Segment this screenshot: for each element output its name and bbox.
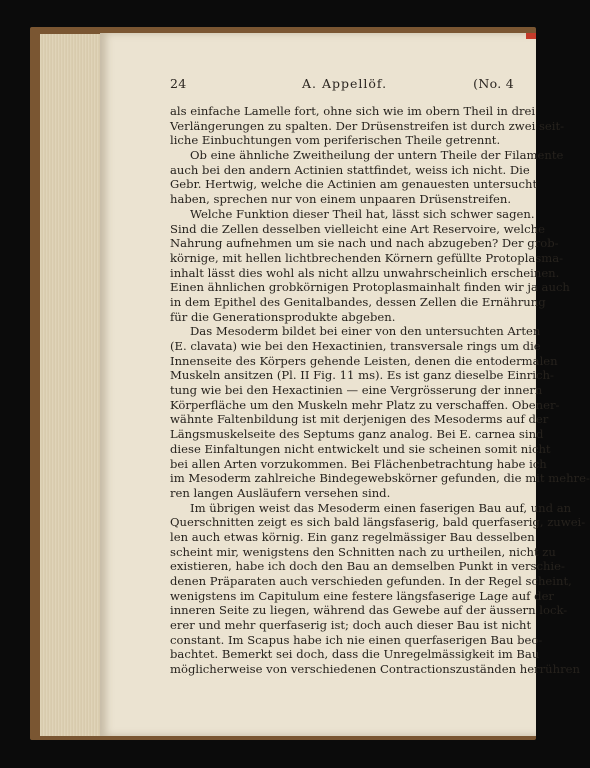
text-line: Längsmuskelseite des Septums ganz analog. Bei E. carnea sind [170, 427, 544, 442]
text-line: inhalt lässt dies wohl als nicht allzu unwahrscheinlich erscheinen. [170, 265, 560, 280]
text-line: Körperfläche um den Muskeln mehr Platz zu verschaffen. Obener- [170, 397, 560, 412]
running-title: A. Appellöf. [302, 76, 388, 91]
text-line: tung wie bei den Hexactinien — eine Vergrösserung der innern [170, 383, 543, 398]
page-edges [40, 34, 106, 736]
issue-number: (No. 4 [473, 76, 514, 91]
text-line: haben, sprechen nur von einem unpaaren Drüsenstreifen. [170, 192, 512, 207]
text-line: liche Einbuchtungen vom periferischen Theile getrennt. [170, 133, 501, 148]
text-line: auch bei den andern Actinien stattfindet, weiss ich nicht. Die [170, 162, 530, 177]
text-line: existieren, habe ich doch den Bau an demselben Punkt in verschie- [170, 559, 565, 574]
text-line: Querschnitten zeigt es sich bald längsfaserig, bald querfaserig, zuwei- [170, 515, 586, 530]
text-line: Innenseite des Körpers gehende Leisten, denen die entodermalen [170, 353, 558, 368]
text-line: Sind die Zellen desselben vielleicht eine Art Reservoire, welche [170, 221, 545, 236]
text-line: Im übrigen weist das Mesoderm einen faserigen Bau auf, und an [190, 500, 572, 515]
text-line: (E. clavata) wie bei den Hexactinien, transversale rings um die [170, 339, 541, 353]
text-line: len auch etwas körnig. Ein ganz regelmässiger Bau desselben [170, 529, 535, 544]
body-text [170, 104, 590, 677]
text-line: denen Präparaten auch verschieden gefunden. In der Regel scheint, [170, 574, 572, 588]
bookmark-tab [526, 33, 536, 39]
text-line: körnige, mit hellen lichtbrechenden Körnern gefüllte Protoplasma- [170, 250, 564, 265]
text-line: Das Mesoderm bildet bei einer von den untersuchten Arten [190, 324, 541, 339]
text-line: Welche Funktion dieser Theil hat, lässt sich schwer sagen. [190, 206, 535, 221]
text-line: bei allen Arten vorzukommen. Bei Flächenbetrachtung habe ich [170, 456, 547, 471]
text-line: diese Einfaltungen nicht entwickelt und sie scheinen somit nicht [170, 441, 551, 456]
text-line: constant. Im Scapus habe ich nie einen querfaserigen Bau beo- [170, 632, 543, 647]
text-line: erer und mehr querfaserig ist; doch auch dieser Bau ist nicht [170, 618, 532, 633]
text-line: wenigstens im Capitulum eine festere längsfaserige Lage auf der [170, 588, 554, 603]
text-line: ren langen Ausläufern versehen sind. [170, 485, 391, 500]
text-line: Einen ähnlichen grobkörnigen Protoplasmainhalt finden wir ja auch [170, 280, 570, 295]
text-line: im Mesoderm zahlreiche Bindegewebskörner gefunden, die mit mehre- [170, 471, 590, 486]
text-line: möglicherweise von verschiedenen Contractionszuständen herrühren [170, 662, 580, 677]
text-line: inneren Seite zu liegen, während das Gewebe auf der äussern lock- [170, 603, 568, 618]
page-number: 24 [170, 76, 187, 91]
text-line: in dem Epithel des Genitalbandes, dessen Zellen die Ernährung [170, 294, 546, 309]
text-line: scheint mir, wenigstens den Schnitten nach zu urtheilen, nicht zu [170, 544, 556, 559]
text-line: wähnte Faltenbildung ist mit derjenigen des Mesoderms auf der [170, 412, 549, 427]
text-line: Nahrung aufnehmen um sie nach und nach abzugeben? Der grob- [170, 236, 559, 251]
text-line: Gebr. Hertwig, welche die Actinien am genauesten untersucht [170, 177, 538, 192]
text-line: für die Generationsprodukte abgeben. [170, 309, 396, 324]
text-line: Muskeln ansitzen (Pl. II Fig. 11 ms). Es ist ganz dieselbe Einrich- [170, 368, 554, 383]
text-line: bachtet. Bemerkt sei doch, dass die Unregelmässigkeit im Bau [170, 647, 540, 662]
text-line: Verlängerungen zu spalten. Der Drüsenstreifen ist durch zwei seit- [170, 118, 565, 133]
text-line: als einfache Lamelle fort, ohne sich wie im obern Theil in drei [170, 104, 536, 118]
text-line: Ob eine ähnliche Zweitheilung der untern Theile der Filamente [190, 148, 564, 163]
